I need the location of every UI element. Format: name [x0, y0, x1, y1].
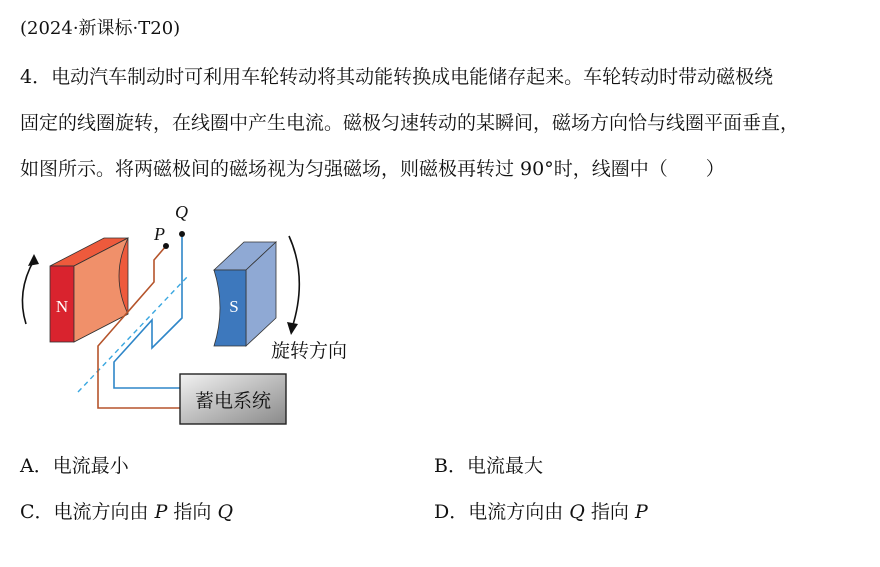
option-d-text-2: 指向	[584, 501, 635, 523]
option-c-text-2: 指向	[167, 501, 218, 523]
point-q-label: Q	[175, 202, 188, 222]
rotation-direction-label: 旋转方向	[271, 340, 348, 362]
generator-figure	[12, 196, 392, 436]
option-a-label: A．	[20, 455, 53, 477]
option-c-point-q: Q	[217, 501, 234, 523]
rotation-arrow-left-head	[28, 254, 39, 266]
option-d-label: D．	[434, 501, 469, 523]
option-a[interactable]	[20, 451, 129, 478]
option-c[interactable]	[20, 497, 233, 524]
option-c-point-p: P	[154, 501, 168, 523]
option-b[interactable]	[434, 451, 543, 478]
question-source: (2024·新课标·T20)	[20, 18, 181, 39]
option-b-text: 电流最大	[466, 455, 543, 477]
option-c-text-1: 电流方向由	[53, 501, 155, 523]
rotation-arrow-right-head	[287, 322, 298, 335]
storage-system-label: 蓄电系统	[194, 390, 272, 412]
option-a-text: 电流最小	[52, 455, 129, 477]
magnet-s	[214, 242, 276, 346]
question-stem-line-3: 如图所示。将两磁极间的磁场视为匀强磁场，则磁极再转过 90°时，线圈中（ ）	[20, 158, 725, 180]
question-stem-line-2: 固定的线圈旋转，在线圈中产生电流。磁极匀速转动的某瞬间，磁场方向恰与线圈平面垂直，	[20, 112, 800, 134]
option-b-label: B．	[434, 455, 467, 477]
terminal-q	[179, 231, 185, 237]
option-d-point-q: Q	[569, 501, 585, 523]
rotation-arrow-right	[289, 236, 299, 328]
point-p-label: P	[154, 224, 165, 244]
option-d[interactable]	[434, 497, 648, 524]
magnet-n	[50, 238, 128, 342]
rotation-arrow-left	[22, 260, 34, 324]
option-c-label: C．	[20, 501, 54, 523]
option-d-text-1: 电流方向由	[468, 501, 570, 523]
magnet-s-label: S	[229, 297, 239, 316]
option-d-point-p: P	[634, 501, 648, 523]
question-stem-line-1: 4．电动汽车制动时可利用车轮转动将其动能转换成电能储存起来。车轮转动时带动磁极绕	[20, 66, 774, 88]
magnet-n-label: N	[55, 297, 69, 316]
